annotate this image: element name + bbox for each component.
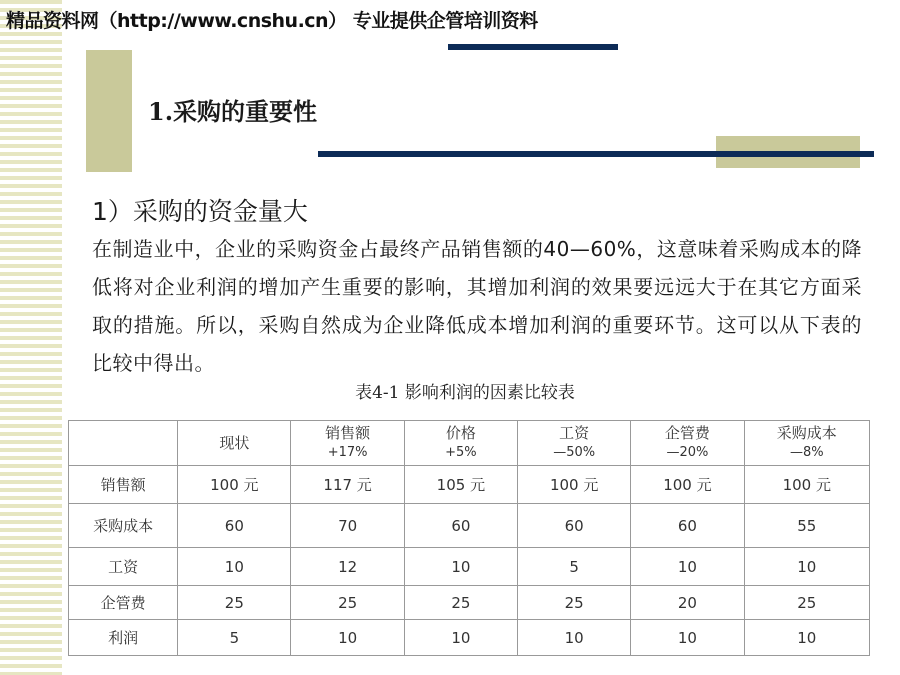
table-row bbox=[69, 466, 870, 504]
table-cell: 25 bbox=[291, 586, 404, 620]
table-cell: 5 bbox=[518, 548, 631, 586]
table-cell: 100 元 bbox=[744, 466, 869, 504]
header-cell: 工资 —50% bbox=[518, 421, 631, 466]
profit-factor-table bbox=[68, 420, 870, 656]
table-cell: 10 bbox=[404, 620, 517, 656]
decorative-stripes bbox=[0, 0, 62, 675]
header-cell: 价格 +5% bbox=[404, 421, 517, 466]
table-row bbox=[69, 620, 870, 656]
header-cell: 采购成本 —8% bbox=[744, 421, 869, 466]
table-header-row bbox=[69, 421, 870, 466]
table-row bbox=[69, 548, 870, 586]
table-cell: 10 bbox=[518, 620, 631, 656]
title-accent-block bbox=[86, 50, 132, 172]
table-cell: 105 元 bbox=[404, 466, 517, 504]
table-cell: 60 bbox=[404, 504, 517, 548]
table-cell: 12 bbox=[291, 548, 404, 586]
table-cell: 25 bbox=[744, 586, 869, 620]
top-rule bbox=[448, 44, 618, 50]
table-cell: 5 bbox=[178, 620, 291, 656]
table-cell: 10 bbox=[178, 548, 291, 586]
header-cell-corner bbox=[69, 421, 178, 466]
table-cell: 60 bbox=[178, 504, 291, 548]
row-label: 销售额 bbox=[69, 466, 178, 504]
table-cell: 20 bbox=[631, 586, 744, 620]
table-cell: 10 bbox=[744, 620, 869, 656]
header-cell: 现状 bbox=[178, 421, 291, 466]
slide-title: 1.采购的重要性 bbox=[148, 97, 318, 126]
row-label: 工资 bbox=[69, 548, 178, 586]
table-cell: 117 元 bbox=[291, 466, 404, 504]
table-cell: 100 元 bbox=[178, 466, 291, 504]
table-cell: 10 bbox=[631, 548, 744, 586]
table-cell: 60 bbox=[631, 504, 744, 548]
table-cell: 25 bbox=[178, 586, 291, 620]
header-cell: 销售额 +17% bbox=[291, 421, 404, 466]
table-cell: 25 bbox=[404, 586, 517, 620]
table-cell: 55 bbox=[744, 504, 869, 548]
row-label: 利润 bbox=[69, 620, 178, 656]
header-banner: 精品资料网（http://www.cnshu.cn） 专业提供企管培训资料 bbox=[6, 10, 538, 32]
table-cell: 100 元 bbox=[631, 466, 744, 504]
table-cell: 10 bbox=[631, 620, 744, 656]
table-caption: 表4-1 影响利润的因素比较表 bbox=[355, 383, 575, 403]
row-label: 企管费 bbox=[69, 586, 178, 620]
body-paragraph: 在制造业中，企业的采购资金占最终产品销售额的40—60%，这意味着采购成本的降低将对企业利润的增加产生重要的影响，其增加利润的效果要远远大于在其它方面采取的措施。所以，采购自然成为企业降低成本增加利润的重要环节。这可以从下表的比较中得出。 bbox=[92, 237, 862, 375]
table-cell: 10 bbox=[404, 548, 517, 586]
table-cell: 60 bbox=[518, 504, 631, 548]
table-row bbox=[69, 504, 870, 548]
table-cell: 70 bbox=[291, 504, 404, 548]
table-cell: 10 bbox=[291, 620, 404, 656]
table-cell: 25 bbox=[518, 586, 631, 620]
title-underline-rule bbox=[318, 151, 874, 157]
header-cell: 企管费 —20% bbox=[631, 421, 744, 466]
table-cell: 10 bbox=[744, 548, 869, 586]
row-label: 采购成本 bbox=[69, 504, 178, 548]
table-row bbox=[69, 586, 870, 620]
subheading: 1）采购的资金量大 bbox=[92, 197, 308, 226]
table-cell: 100 元 bbox=[518, 466, 631, 504]
